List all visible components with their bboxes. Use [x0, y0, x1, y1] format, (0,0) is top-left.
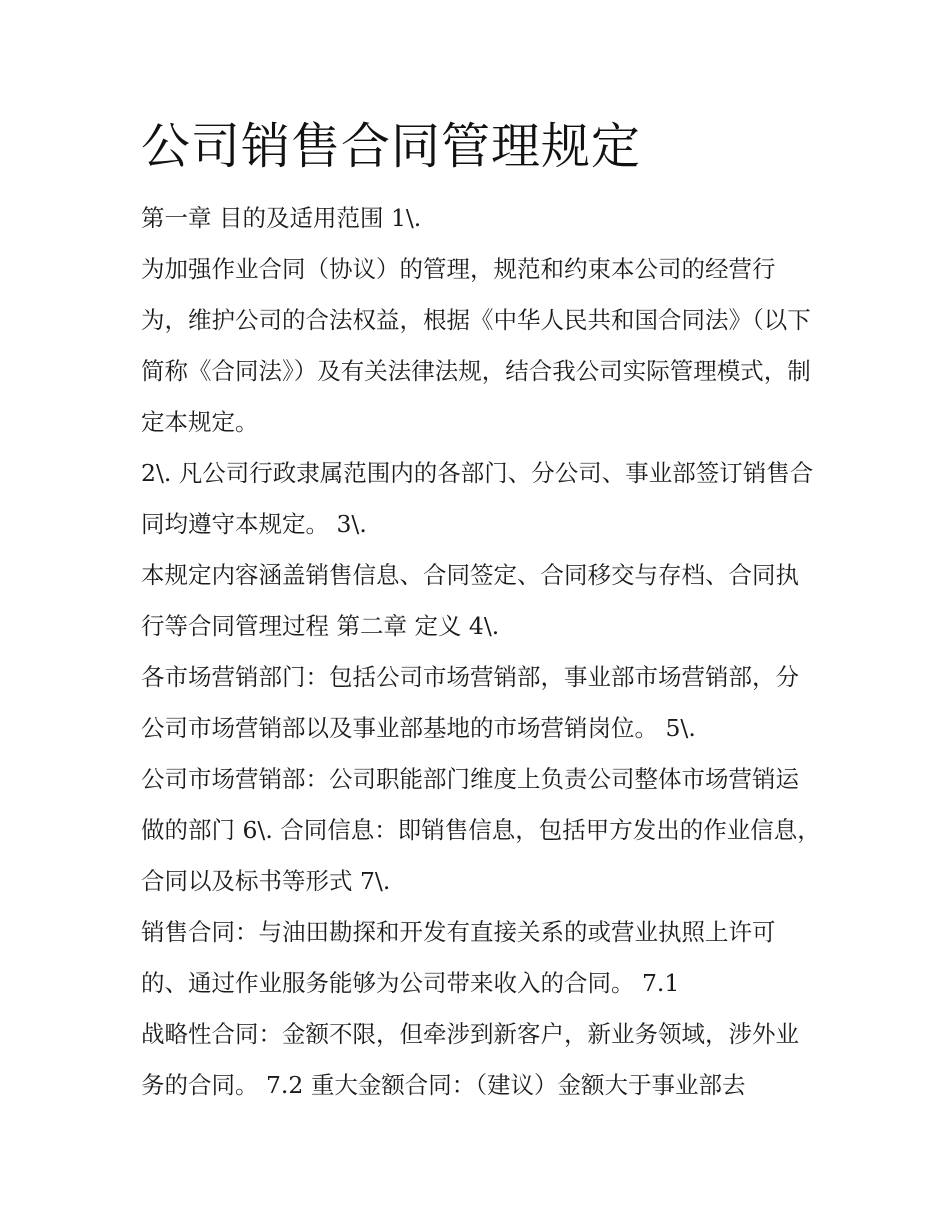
- paragraph-scope: 2\. 凡公司行政隶属范围内的各部门、分公司、事业部签订销售合同均遵守本规定。 3\.: [141, 459, 814, 538]
- paragraph-purpose: 为加强作业合同（协议）的管理，规范和约束本公司的经营行为，维护公司的合法权益，根据《中华人民共和国合同法》（以下简称《合同法》）及有关法律法规，结合我公司实际管理模式，制定本规定。: [141, 255, 811, 436]
- paragraph-coverage: 本规定内容涵盖销售信息、合同签定、合同移交与存档、合同执行等合同管理过程 第二章 定义 4\.: [141, 561, 799, 640]
- paragraph-sales-contract: 销售合同：与油田勘探和开发有直接关系的或营业执照上许可的、通过作业服务能够为公司带来收入的合同。 7.1: [141, 918, 776, 997]
- paragraph-strategic-contract: 战略性合同：金额不限，但牵涉到新客户，新业务领域，涉外业务的合同。 7.2 重大金额合同：（建议）金额大于事业部去: [141, 1020, 799, 1099]
- document-content: [141, 112, 821, 1111]
- paragraph-chapter-one-heading: 第一章 目的及适用范围 1\.: [141, 204, 422, 232]
- paragraph-marketing-departments: 各市场营销部门：包括公司市场营销部，事业部市场营销部，分公司市场营销部以及事业部基地的市场营销岗位。 5\.: [141, 663, 799, 742]
- document-body: [141, 193, 821, 1111]
- paragraph-company-marketing: 公司市场营销部：公司职能部门维度上负责公司整体市场营销运做的部门 6\. 合同信息：即销售信息，包括甲方发出的作业信息，合同以及标书等形式 7\.: [141, 765, 821, 895]
- document-title: 公司销售合同管理规定: [141, 118, 642, 175]
